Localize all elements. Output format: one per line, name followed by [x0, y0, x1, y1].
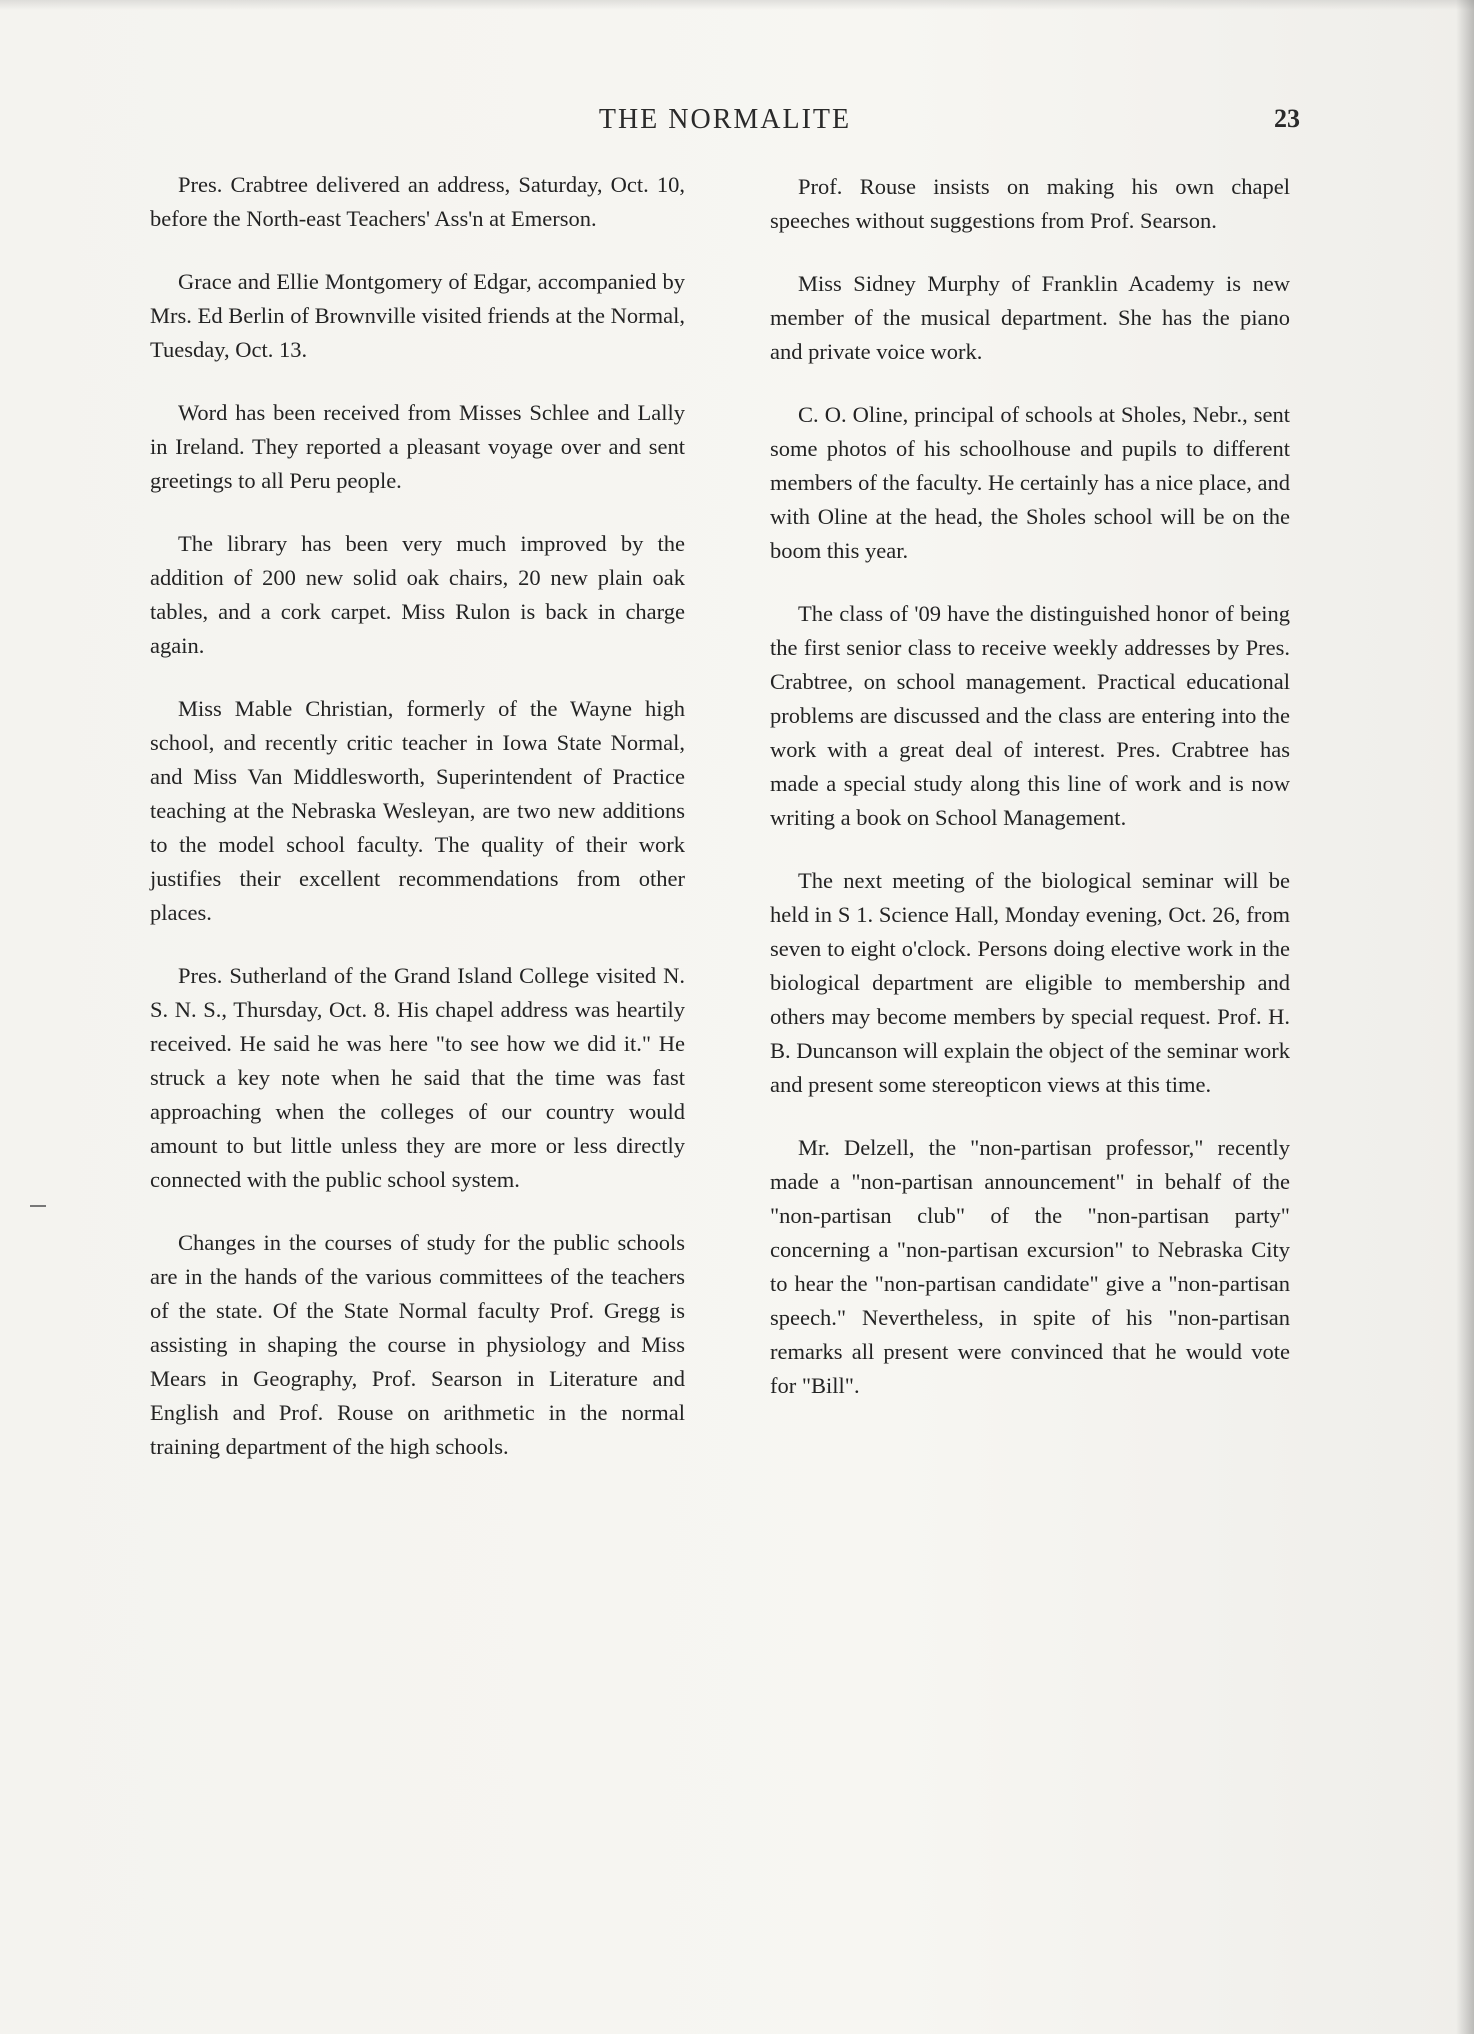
paragraph-delzell: Mr. Delzell, the "non-partisan professor," recently made a "non-partisan announcement" in behalf of the "non-partisan club" of the "non-partisan party" concerning a "non-partisan excursion" to Nebraska City to hear the "non-partisan candidate" give a "non-partisan speech." Nevertheless, in spite of his "non-partisan remarks all present were convinced that he would vote for "Bill".: [770, 1135, 1290, 1398]
paragraph-class-of-09: The class of '09 have the distinguished honor of being the first senior class to receive weekly addresses by Pres. Crabtree, on school management. Practical educational problems are discussed and the class are entering into the work with a great deal of interest. Pres. Crabtree has made a special study along this line of work and is now writing a book on School Management.: [770, 601, 1290, 830]
paragraph-library: The library has been very much improved by the addition of 200 new solid oak chairs, 20 new plain oak tables, and a cork carpet. Miss Rulon is back in charge again.: [150, 531, 685, 658]
left-column: [150, 168, 685, 1493]
paragraph-courses-of-study: Changes in the courses of study for the public schools are in the hands of the various committees of the teachers of the state. Of the State Normal faculty Prof. Gregg is assisting in shaping the course in physiology and Miss Mears in Geography, Prof. Searson in Literature and English and Prof. Rouse on arithmetic in the normal training department of the high schools.: [150, 1230, 685, 1459]
scan-shadow-top: [0, 0, 1474, 10]
page-number: 23: [1274, 104, 1300, 133]
paragraph-rouse-speeches: Prof. Rouse insists on making his own chapel speeches without suggestions from Prof. Searson.: [770, 174, 1290, 233]
paragraph-biological-seminar: The next meeting of the biological seminar will be held in S 1. Science Hall, Monday evening, Oct. 26, from seven to eight o'clock. Persons doing elective work in the biological department are eligible to membership and others may become members by special request. Prof. H. B. Duncanson will explain the object of the seminar work and present some stereopticon views at this time.: [770, 868, 1290, 1097]
paragraph-new-faculty: Miss Mable Christian, formerly of the Wayne high school, and recently critic teacher in Iowa State Normal, and Miss Van Middlesworth, Superintendent of Practice teaching at the Nebraska Wesleyan, are two new additions to the model school faculty. The quality of their work justifies their excellent recommendations from other places.: [150, 696, 685, 925]
paragraph-murphy: Miss Sidney Murphy of Franklin Academy is new member of the musical department. She has the piano and private voice work.: [770, 271, 1290, 364]
paragraph-sutherland-visit: Pres. Sutherland of the Grand Island College visited N. S. N. S., Thursday, Oct. 8. His chapel address was heartily received. He said he was here "to see how we did it." He struck a key note when he said that the time was fast approaching when the colleges of our country would amount to but little unless they are more or less directly connected with the public school system.: [150, 963, 685, 1192]
page-header: [150, 104, 1300, 144]
paragraph-oline: C. O. Oline, principal of schools at Sholes, Nebr., sent some photos of his schoolhouse and pupils to different members of the faculty. He certainly has a nice place, and with Oline at the head, the Sholes school will be on the boom this year.: [770, 402, 1290, 563]
scan-shadow-right: [1456, 0, 1474, 2034]
right-column: [770, 170, 1290, 1432]
paragraph-schlee-lally: Word has been received from Misses Schlee and Lally in Ireland. They reported a pleasant voyage over and sent greetings to all Peru people.: [150, 400, 685, 493]
paragraph-montgomery-visit: Grace and Ellie Montgomery of Edgar, accompanied by Mrs. Ed Berlin of Brownville visited friends at the Normal, Tuesday, Oct. 13.: [150, 269, 685, 362]
paragraph-crabtree-address: Pres. Crabtree delivered an address, Saturday, Oct. 10, before the North-east Teachers' Ass'n at Emerson.: [150, 172, 685, 231]
running-title: THE NORMALITE: [598, 104, 852, 135]
margin-mark: [30, 1205, 46, 1207]
